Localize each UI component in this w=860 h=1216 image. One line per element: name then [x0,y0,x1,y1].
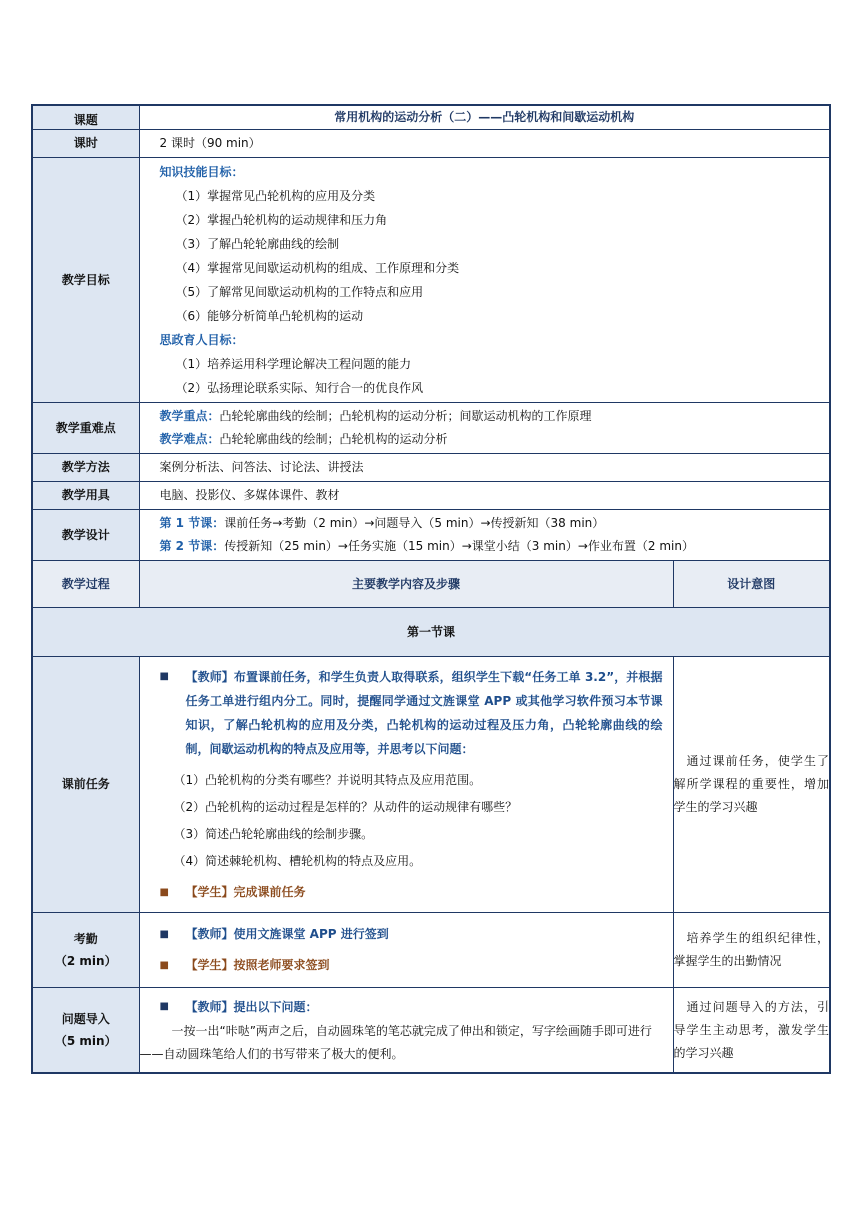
design-label: 教学设计 [32,510,139,561]
knowledge-item: （1）掌握常见凸轮机构的应用及分类 [175,189,376,203]
knowledge-heading: 知识技能目标： [159,165,244,179]
intro-time: （5 min） [54,1034,117,1048]
square-bullet-icon: ■ [159,929,169,940]
objectives-content [139,158,830,403]
attendance-student: 【学生】按照老师要求签到 [185,958,330,972]
tools-value: 电脑、投影仪、多媒体课件、教材 [139,482,830,510]
question-item: （4）简述棘轮机构、槽轮机构的特点及应用。 [173,854,422,868]
student-instruction: 【学生】完成课前任务 [185,885,306,899]
lesson1-label: 第 1 节课： [159,516,225,530]
intro-paragraph: 一按一出“咔哒”两声之后，自动圆珠笔的笔芯就完成了伸出和锁定，写字绘画随手即可进行——自动圆珠笔给人们的书写带来了极大的便利。 [139,1024,652,1061]
attendance-label-cell [32,913,139,988]
keypoints-content [139,403,830,454]
intro-label-cell [32,988,139,1074]
lesson2-label: 第 2 节课： [159,539,225,553]
question-item: （1）凸轮机构的分类有哪些？并说明其特点及应用范围。 [173,773,482,787]
intro-intent: 通过问题导入的方法，引导学生主动思考，激发学生的学习兴趣 [673,988,830,1074]
attendance-content [139,913,673,988]
attendance-row [32,913,830,988]
design-row [32,510,830,561]
intro-teacher: 【教师】提出以下问题： [185,1000,318,1014]
intro-content [139,988,673,1074]
lesson1-flow: 课前任务→考勤（2 min）→问题导入（5 min）→传授新知（38 min） [224,516,605,530]
knowledge-item: （2）掌握凸轮机构的运动规律和压力角 [175,213,388,227]
knowledge-item: （4）掌握常见间歇运动机构的组成、工作原理和分类 [175,261,460,275]
knowledge-item: （5）了解常见间歇运动机构的工作特点和应用 [175,285,424,299]
page-title: 常用机构的运动分析（二）——凸轮机构和间歇运动机构 [139,105,830,130]
title-row [32,105,830,130]
teacher-instruction: 【教师】布置课前任务，和学生负责人取得联系，组织学生下载“任务工单 3.2”，并根据任务工单进行组内分工。同时，提醒同学通过文旌课堂 APP 或其他学习软件预习本节课知识，了解凸轮机构的应用及分类，凸轮机构的运动过程及压力角，凸轮轮廓曲线的绘制，间歇运动机构的特点及应用等，并思考以下问题： [185,670,663,756]
pretask-row [32,657,830,913]
method-label: 教学方法 [32,454,139,482]
hours-value: 2 课时（90 min） [139,130,830,158]
section-row [32,608,830,657]
lesson-plan-table [31,104,831,1074]
attendance-label: 考勤 [73,932,98,946]
hours-label: 课时 [32,130,139,158]
method-value: 案例分析法、问答法、讨论法、讲授法 [139,454,830,482]
question-item: （2）凸轮机构的运动过程是怎样的？从动件的运动规律有哪些？ [173,800,518,814]
hard-label: 教学难点： [159,432,220,446]
keypoints-row [32,403,830,454]
ideology-heading: 思政育人目标： [159,333,244,347]
keypoints-label: 教学重难点 [32,403,139,454]
design-content [139,510,830,561]
ideology-item: （2）弘扬理论联系实际、知行合一的优良作风 [175,381,424,395]
attendance-time: （2 min） [54,954,117,968]
header-intent: 设计意图 [673,561,830,608]
objectives-row [32,158,830,403]
square-bullet-icon: ■ [159,1001,169,1012]
objectives-label: 教学目标 [32,158,139,403]
intro-row [32,988,830,1074]
title-label: 课题 [32,105,139,130]
attendance-intent: 培养学生的组织纪律性，掌握学生的出勤情况 [673,913,830,988]
pretask-content [139,657,673,913]
method-row [32,454,830,482]
section-title: 第一节课 [32,608,830,657]
square-bullet-icon: ■ [159,887,169,898]
key-value: 凸轮轮廓曲线的绘制；凸轮机构的运动分析；间歇运动机构的工作原理 [219,409,592,423]
hard-value: 凸轮轮廓曲线的绘制；凸轮机构的运动分析 [219,432,448,446]
knowledge-item: （6）能够分析简单凸轮机构的运动 [175,309,364,323]
pretask-intent: 通过课前任务，使学生了解所学课程的重要性，增加学生的学习兴趣 [673,657,830,913]
ideology-item: （1）培养运用科学理论解决工程问题的能力 [175,357,412,371]
square-bullet-icon: ■ [159,960,169,971]
header-process: 教学过程 [32,561,139,608]
attendance-teacher: 【教师】使用文旌课堂 APP 进行签到 [185,927,389,941]
hours-row [32,130,830,158]
column-header-row [32,561,830,608]
tools-row [32,482,830,510]
key-label: 教学重点： [159,409,220,423]
header-content: 主要教学内容及步骤 [139,561,673,608]
knowledge-item: （3）了解凸轮轮廓曲线的绘制 [175,237,340,251]
pretask-label: 课前任务 [32,657,139,913]
intro-label: 问题导入 [61,1012,110,1026]
square-bullet-icon: ■ [159,671,169,682]
lesson2-flow: 传授新知（25 min）→任务实施（15 min）→课堂小结（3 min）→作业布置（2 min） [224,539,694,553]
question-item: （3）简述凸轮轮廓曲线的绘制步骤。 [173,827,374,841]
tools-label: 教学用具 [32,482,139,510]
